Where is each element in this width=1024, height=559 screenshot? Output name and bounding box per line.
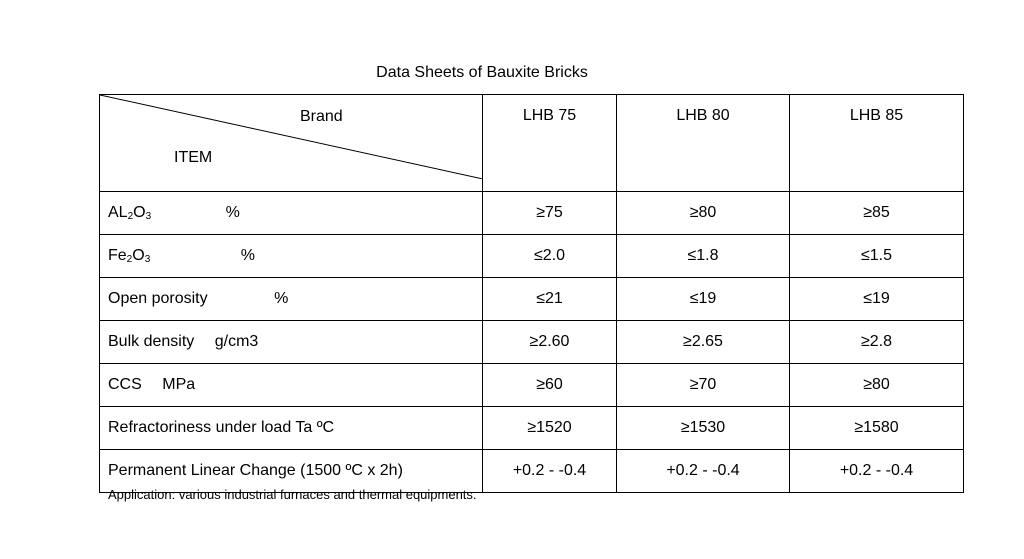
- item-label: ITEM: [174, 149, 213, 166]
- item-name: $AL_2O_3$: [108, 204, 152, 222]
- value-cell: ≥75: [483, 192, 617, 235]
- item-name: Refractoriness under load Ta ºC: [108, 419, 335, 436]
- value-cell: ≤21: [483, 278, 617, 321]
- brand-header: LHB 85: [790, 95, 964, 192]
- table-row: [100, 235, 964, 278]
- value-cell: ≥60: [483, 364, 617, 407]
- value-cell: +0.2 - -0.4: [483, 450, 617, 493]
- value-cell: ≤1.8: [617, 235, 790, 278]
- value-cell: ≥1530: [617, 407, 790, 450]
- value-cell: ≤1.5: [790, 235, 964, 278]
- value-cell: ≥2.8: [790, 321, 964, 364]
- brand-header: LHB 80: [617, 95, 790, 192]
- table-row: [100, 192, 964, 235]
- table-row: [100, 321, 964, 364]
- item-cell: [100, 192, 483, 235]
- diagonal-divider: [100, 95, 483, 179]
- item-cell: [100, 364, 483, 407]
- item-unit: g/cm3: [214, 333, 259, 350]
- item-unit: %: [240, 247, 255, 264]
- value-cell: ≥1580: [790, 407, 964, 450]
- application-note: Application: various industrial furnaces and thermal equipments.: [108, 487, 477, 502]
- value-cell: ≤19: [617, 278, 790, 321]
- value-cell: ≤2.0: [483, 235, 617, 278]
- item-name: Permanent Linear Change (1500 ºC x 2h): [108, 462, 403, 479]
- table-row: [100, 364, 964, 407]
- item-name: Bulk density: [108, 333, 195, 350]
- table-row: [100, 278, 964, 321]
- value-cell: ≥1520: [483, 407, 617, 450]
- value-cell: ≥2.65: [617, 321, 790, 364]
- item-cell: [100, 407, 483, 450]
- item-name: CCS: [108, 376, 142, 393]
- header-row: [100, 95, 964, 192]
- value-cell: ≥2.60: [483, 321, 617, 364]
- brand-label: Brand: [300, 108, 343, 125]
- value-cell: ≤19: [790, 278, 964, 321]
- item-cell: [100, 321, 483, 364]
- value-cell: +0.2 - -0.4: [790, 450, 964, 493]
- data-table: [99, 94, 964, 493]
- item-unit: %: [274, 290, 289, 307]
- item-cell: [100, 278, 483, 321]
- value-cell: ≥70: [617, 364, 790, 407]
- value-cell: ≥85: [790, 192, 964, 235]
- value-cell: ≥80: [617, 192, 790, 235]
- corner-cell: [100, 95, 483, 192]
- brand-header: LHB 75: [483, 95, 617, 192]
- item-cell: [100, 235, 483, 278]
- page-title: Data Sheets of Bauxite Bricks: [376, 64, 588, 81]
- value-cell: ≥80: [790, 364, 964, 407]
- item-name: Open porosity: [108, 290, 208, 307]
- item-name: $Fe_2O_3$: [108, 247, 151, 265]
- value-cell: +0.2 - -0.4: [617, 450, 790, 493]
- item-unit: %: [225, 204, 240, 221]
- item-unit: MPa: [162, 376, 196, 393]
- table-row: [100, 407, 964, 450]
